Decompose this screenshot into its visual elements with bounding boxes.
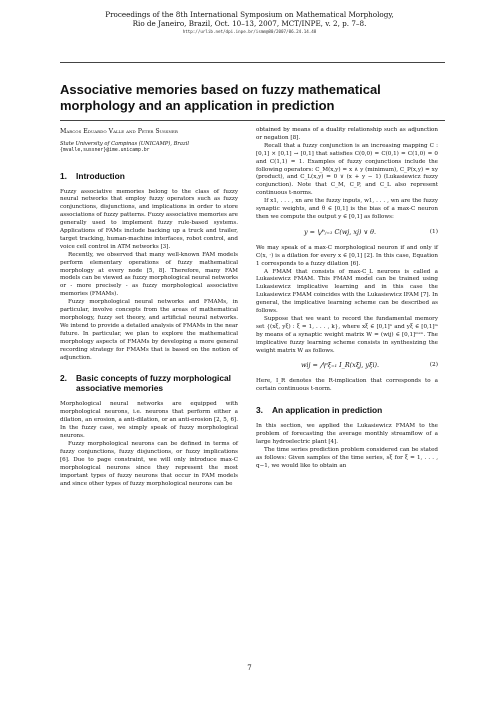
equation-1: [256, 229, 438, 237]
title-rule: [60, 120, 445, 121]
author-email[interactable]: {mvalle,sussner}@ime.unicamp.br: [60, 147, 150, 153]
paragraph: In this section, we applied the Lukasiewicz FMAM to the problem of forecasting the average monthly streamflow of a large hydroelectric plant [4].: [256, 423, 438, 445]
equation-number: (1): [429, 228, 438, 235]
paper-title: Associative memories based on fuzzy mathematical morphology and an application in prediction: [60, 82, 381, 113]
paragraph: We may speak of a max-C morphological neuron if and only if C(x, ·) is a dilation for every x ∈ [0,1] [2]. In this case, Equation 1 corresponds to a fuzzy dilation [6].: [256, 244, 438, 267]
proceedings-line-1: Proceedings of the 8th International Symposium on Mathematical Morphology,: [105, 10, 394, 19]
proceedings-header: [0, 10, 499, 35]
authors: Marcos Eduardo Valle and Peter Sussner: [60, 128, 178, 135]
paragraph: Recall that a fuzzy conjunction is an increasing mapping C : [0,1] × [0,1] → [0,1] that satisfies C(0,0) = C(0,1) = C(1,0) = 0 and C(1,1) = 1. Examples of fuzzy conjunctions include the following operators: C_M(x,y) = x ∧ y (minimum), C_P(x,y) = xy (product), and C_L(x,y) = 0 ∨ (x + y − 1) (Lukasiewicz fuzzy conjunction). Note that C_M, C_P, and C_L also represent continuous t-norms.: [256, 142, 438, 197]
section-title: Introduction: [76, 170, 125, 181]
right-column: [256, 127, 438, 471]
section-number: 3.: [256, 405, 263, 416]
page-number: 7: [247, 664, 252, 672]
affiliation: State University of Campinas (UNICAMP), Brazil: [60, 140, 190, 147]
paragraph: A FMAM that consists of max-C_L neurons is called a Lukasiewicz FMAM. This FMAM model can be trained using Lukasiewicz implicative learning and in this case the Lukasiewicz FMAM coincides with the Lukasiewicz IFAM [7]. In general, the implicative learning scheme can be described as follows.: [256, 268, 438, 315]
equation-body: y = ⋁ⁿⱼ₌₁ C(wj, xj) ∨ θ.: [303, 227, 377, 236]
paragraph: Here, I_R denotes the R-implication that corresponds to a certain continuous t-norm.: [256, 378, 438, 393]
proceedings-url[interactable]: http://urlib.net/dpi.inpe.br/ismm@80/2007/06.24.14.48: [182, 29, 317, 34]
section-heading-application: [256, 405, 438, 415]
top-rule: [60, 62, 445, 63]
paragraph: The time series prediction problem considered can be stated as follows: Given samples of the time series, sξ for ξ = 1, . . . , q−1, we would like to obtain an: [256, 446, 438, 469]
section-title: An application in prediction: [272, 405, 383, 416]
section-heading-basic-concepts: [60, 373, 238, 393]
section-heading-introduction: [60, 171, 238, 181]
paragraph: Morphological neural networks are equipped with morphological neurons, i.e. neurons that perform either a dilation, an erosion, a anti-dilation, or an anti-erosion [2, 5, 6]. In the fuzzy case, we simply speak of fuzzy morphological neurons.: [60, 401, 238, 440]
section-number: 1.: [60, 170, 67, 181]
equation-body: wij = ⋀ᵖξ₌₁ I_R(xξj, yξi).: [300, 361, 380, 370]
left-column: [60, 128, 238, 488]
section-number: 2.: [60, 373, 67, 384]
section-title: Basic concepts of fuzzy morphological associative memories: [76, 373, 231, 394]
paragraph: Fuzzy morphological neurons can be defined in terms of fuzzy conjunctions, fuzzy disjunctions, or fuzzy implications [6]. Due to page constraint, we will only introduce max-C morphological neurons since they represent the most important types of fuzzy neurons that occur in FAM models and since other types of fuzzy morphological neurons can be: [60, 440, 238, 487]
equation-2: [256, 362, 438, 370]
paragraph: Fuzzy associative memories belong to the class of fuzzy neural networks that employ fuzzy operators such as fuzzy conjunctions, disjunctions, and implications in order to store associations of fuzzy patterns. Fuzzy associative memories are generally used to implement fuzzy rule-based systems. Applications of FAMs include backing up a truck and trailer, target tracking, human-machine interfaces, robot control, and voice cell control in ATM networks [3].: [60, 188, 238, 250]
equation-number: (2): [429, 362, 438, 369]
paragraph: obtained by means of a duality relationship such as adjunction or negation [8].: [256, 127, 438, 141]
paragraph: Fuzzy morphological neural networks and FMAMs, in particular, involve concepts from the areas of mathematical morphology, fuzzy set theory, and artificial neural networks. We intend to provide a detailed analysis of FMAMs in the near future. In particular, we plan to explore the mathematical morphology aspects of FMAMs by developing a more general recording strategy for FMAMs that is based on the notion of adjunction.: [60, 299, 238, 361]
paragraph: If x1, . . . , xn are the fuzzy inputs, w1, . . . , wn are the fuzzy synaptic weights, and θ ∈ [0,1] is the bias of a max-C neuron then we compute the output y ∈ [0,1] as follows:: [256, 198, 438, 220]
paragraph: Suppose that we want to record the fundamental memory set {(xξ, yξ) : ξ = 1, . . . , k}, where xξ ∈ [0,1]ⁿ and yξ ∈ [0,1]ᵐ by means of a synaptic weight matrix W = (wij) ∈ [0,1]ᵐˣⁿ. The implicative fuzzy learning scheme consists in synthesizing the weight matrix W as follows.: [256, 315, 438, 354]
paragraph: Recently, we observed that many well-known FAM models perform elementary operations of fuzzy mathematical morphology at every node [5, 8]. Therefore, many FAM models can be viewed as fuzzy morphological neural networks or - more precisely - as fuzzy morphological associative memories (FMAMs).: [60, 251, 238, 298]
proceedings-line-2: Rio de Janeiro, Brazil, Oct. 10–13, 2007, MCT/INPE, v. 2, p. 7–8.: [132, 19, 367, 28]
